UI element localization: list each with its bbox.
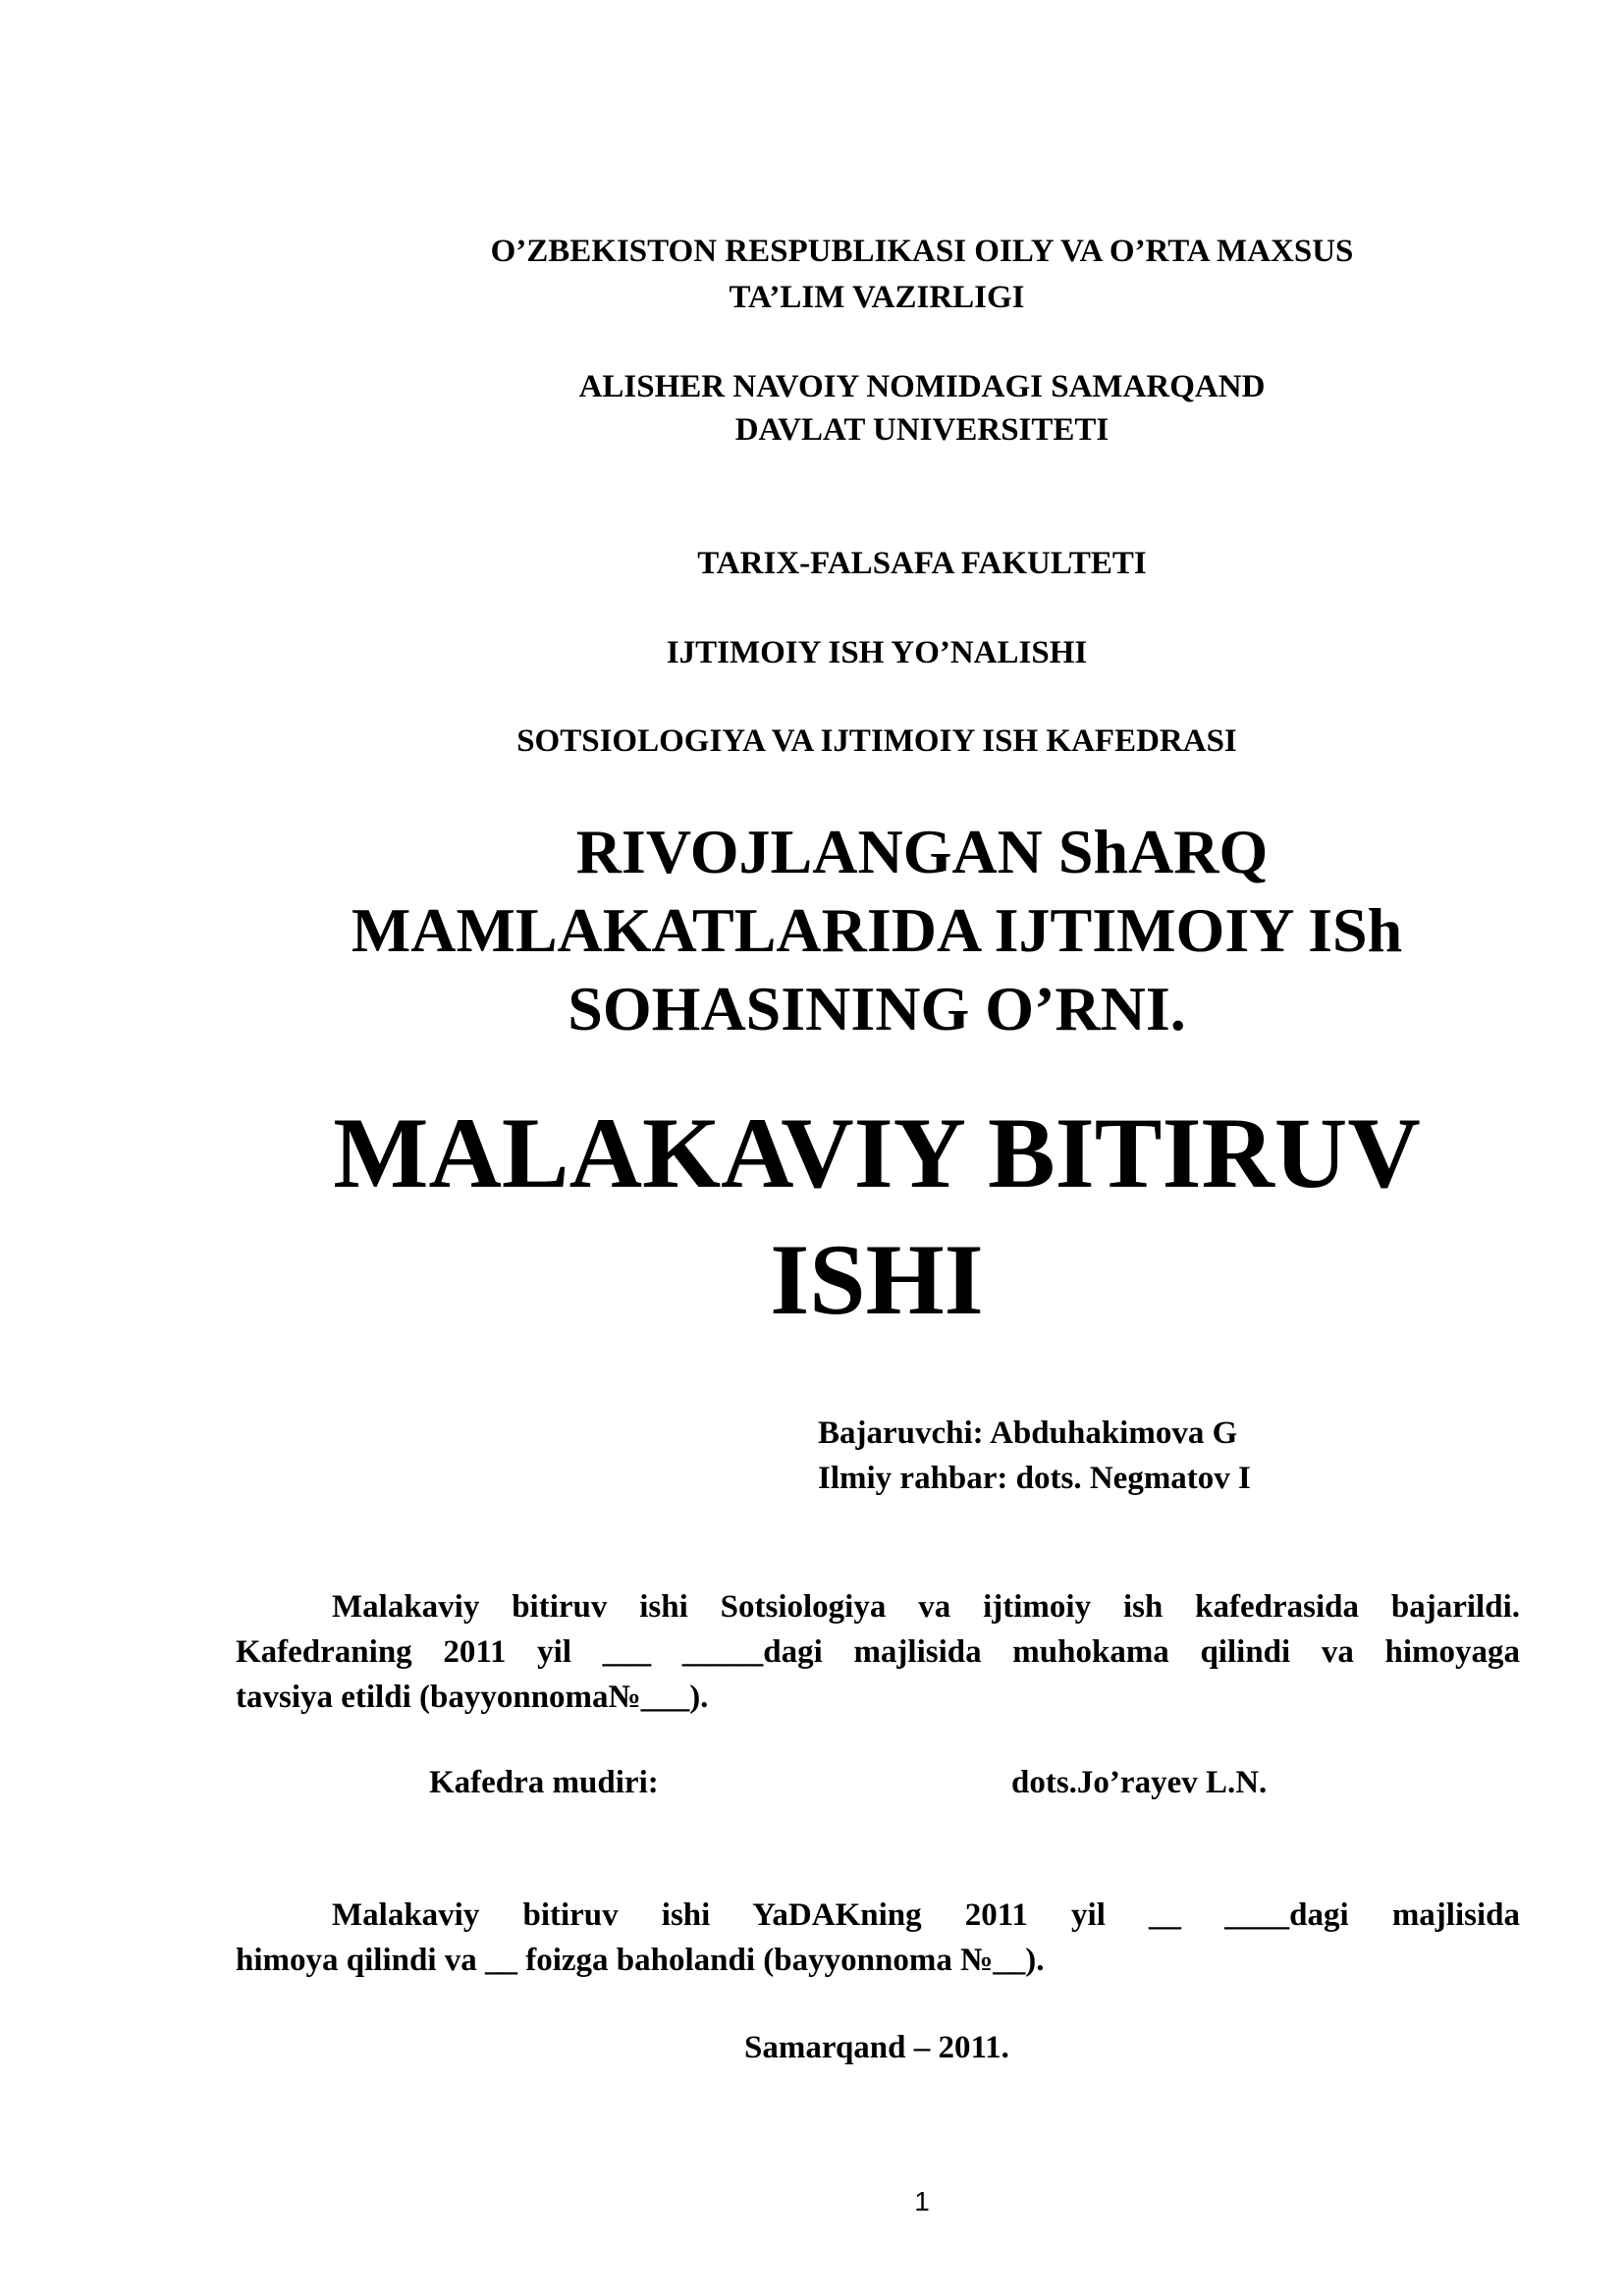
performer-label: Bajaruvchi: Abduhakimova G	[818, 1415, 1238, 1451]
department-name: SOTSIOLOGIYA VA IJTIMOIY ISH KAFEDRASI	[516, 723, 1237, 759]
university-line-2: DAVLAT UNIVERSITETI	[734, 412, 1110, 448]
department-note	[236, 1584, 1520, 1720]
department-note-line-1: Malakaviy bitiruv ishi Sotsiologiya va ijtimoiy ish kafedrasida bajarildi.	[332, 1589, 1520, 1625]
direction-name: IJTIMOIY ISH YO’NALISHI	[666, 635, 1088, 670]
work-type-line-2: ISHI	[770, 1224, 984, 1336]
university-line-1: ALISHER NAVOIY NOMIDAGI SAMARQAND	[578, 369, 1266, 404]
department-note-line-3: tavsiya etildi (bayyonnoma№___).	[236, 1680, 709, 1715]
topic-line-1: RIVOJLANGAN ShARQ	[575, 817, 1269, 886]
topic-line-3: SOHASINING O’RNI.	[568, 974, 1186, 1043]
faculty-name: TARIX-FALSAFA FAKULTETI	[697, 546, 1147, 581]
supervisor-label: Ilmiy rahbar: dots. Negmatov I	[818, 1461, 1251, 1496]
department-note-line-2: Kafedraning 2011 yil ___ _____dagi majlisida muhokama qilindi va himoyaga	[236, 1634, 1520, 1670]
work-type-line-1: MALAKAVIY BITIRUV	[333, 1097, 1421, 1209]
defense-note-line-2: himoya qilindi va __ foizga baholandi (bayyonnoma №__).	[236, 1943, 1045, 1978]
ministry-line-1: O’ZBEKISTON RESPUBLIKASI OILY VA O’RTA MAXSUS	[490, 234, 1354, 269]
page-number: 1	[914, 2186, 930, 2216]
place-year: Samarqand – 2011.	[744, 2030, 1009, 2065]
topic-line-2: MAMLAKATLARIDA IJTIMOIY ISh	[351, 895, 1403, 965]
defense-note-line-1: Malakaviy bitiruv ishi YaDAKning 2011 yil __ ____dagi majlisida	[332, 1897, 1520, 1933]
head-of-department-name: dots.Jo’rayev L.N.	[1011, 1765, 1268, 1800]
ministry-line-2: TA’LIM VAZIRLIGI	[729, 280, 1025, 315]
defense-note	[236, 1893, 1520, 1983]
head-of-department-label: Kafedra mudiri:	[429, 1765, 659, 1800]
